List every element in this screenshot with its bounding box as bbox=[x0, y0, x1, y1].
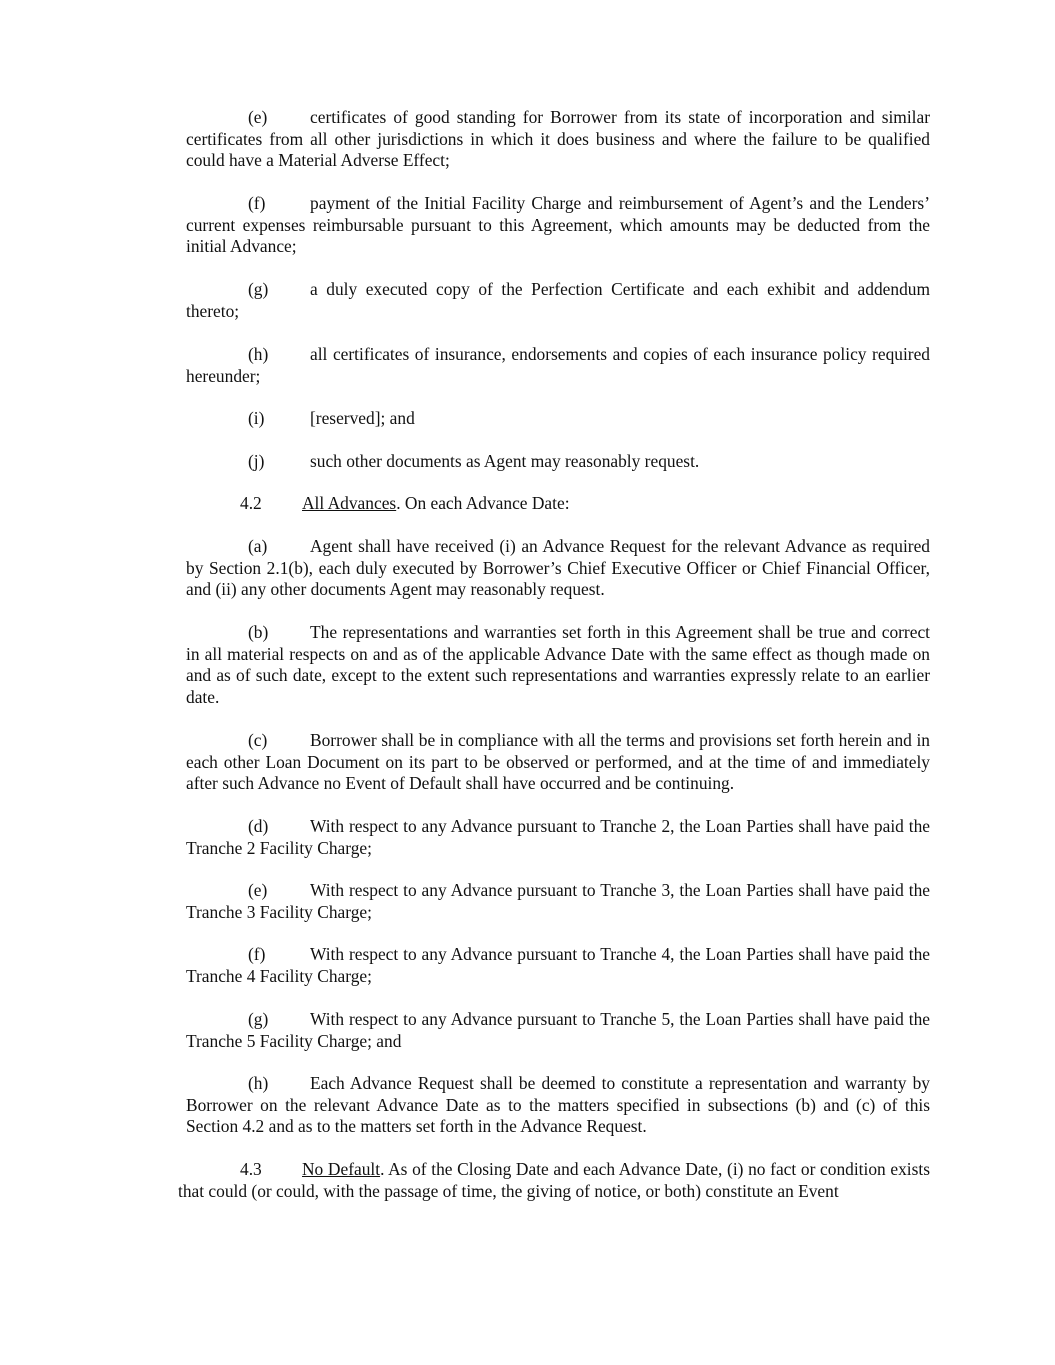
paragraph-c-compliance bbox=[186, 730, 930, 795]
paragraph-label: (c) bbox=[248, 730, 268, 750]
section-heading: All Advances bbox=[302, 493, 397, 513]
paragraph-g-tranche-5 bbox=[186, 1009, 930, 1052]
section-4-3-no-default bbox=[178, 1159, 930, 1202]
paragraph-text: The representations and warranties set forth in this Agreement shall be true and correct in all material respects on and as of the applicable Advance Date with the same effect as though made on and as of such date, except to the extent such representations and warranties expressly relate to an earlier date. bbox=[186, 622, 930, 707]
paragraph-label: (i) bbox=[248, 408, 265, 428]
paragraph-h-advance-request-warranty bbox=[186, 1073, 930, 1138]
paragraph-h-insurance bbox=[186, 344, 930, 387]
paragraph-label: (e) bbox=[248, 880, 268, 900]
paragraph-text: . As of the Closing Date and each Advance Date, (i) no fact or condition exists that could (or could, with the passage of time, the giving of notice, or both) constitute an Event bbox=[178, 1159, 930, 1201]
paragraph-text: Borrower shall be in compliance with all the terms and provisions set forth herein and in each other Loan Document on its part to be observed or performed, and at the time of and immediately after such Advance no Event of Default shall have occurred and be continuing. bbox=[186, 730, 930, 794]
paragraph-j-other-documents bbox=[186, 451, 930, 473]
paragraph-e-good-standing bbox=[186, 107, 930, 172]
paragraph-text: certificates of good standing for Borrower from its state of incorporation and similar certificates from all other jurisdictions in which it does business and where the failure to be qualified could have a Material Adverse Effect; bbox=[186, 107, 930, 171]
section-number: 4.3 bbox=[240, 1159, 262, 1179]
section-4-2-all-advances bbox=[178, 493, 930, 515]
paragraph-label: (g) bbox=[248, 279, 269, 299]
paragraph-i-reserved bbox=[186, 408, 930, 430]
paragraph-b-representations bbox=[186, 622, 930, 708]
paragraph-text: [reserved]; and bbox=[310, 408, 415, 428]
paragraph-label: (f) bbox=[248, 193, 266, 213]
paragraph-text: With respect to any Advance pursuant to Tranche 3, the Loan Parties shall have paid the Tranche 3 Facility Charge; bbox=[186, 880, 930, 922]
section-heading: No Default bbox=[302, 1159, 381, 1179]
paragraph-label: (f) bbox=[248, 944, 266, 964]
paragraph-label: (b) bbox=[248, 622, 269, 642]
section-number: 4.2 bbox=[240, 493, 262, 513]
paragraph-f-facility-charge bbox=[186, 193, 930, 258]
paragraph-d-tranche-2 bbox=[186, 816, 930, 859]
paragraph-label: (h) bbox=[248, 344, 269, 364]
paragraph-text: With respect to any Advance pursuant to Tranche 2, the Loan Parties shall have paid the Tranche 2 Facility Charge; bbox=[186, 816, 930, 858]
paragraph-text: such other documents as Agent may reasonably request. bbox=[310, 451, 700, 471]
paragraph-e-tranche-3 bbox=[186, 880, 930, 923]
paragraph-label: (j) bbox=[248, 451, 265, 471]
paragraph-g-perfection-certificate bbox=[186, 279, 930, 322]
paragraph-text: Agent shall have received (i) an Advance Request for the relevant Advance as required by Section 2.1(b), each duly executed by Borrower’s Chief Executive Officer or Chief Financial Officer, and (ii) any other documents Agent may reasonably request. bbox=[186, 536, 930, 600]
paragraph-label: (g) bbox=[248, 1009, 269, 1029]
paragraph-text: payment of the Initial Facility Charge and reimbursement of Agent’s and the Lenders’ current expenses reimbursable pursuant to this Agreement, which amounts may be deducted from the initial Advance; bbox=[186, 193, 930, 257]
paragraph-text: all certificates of insurance, endorsements and copies of each insurance policy required hereunder; bbox=[186, 344, 930, 386]
paragraph-a-advance-request bbox=[186, 536, 930, 601]
paragraph-label: (a) bbox=[248, 536, 268, 556]
paragraph-label: (d) bbox=[248, 816, 269, 836]
paragraph-label: (h) bbox=[248, 1073, 269, 1093]
paragraph-f-tranche-4 bbox=[186, 944, 930, 987]
paragraph-label: (e) bbox=[248, 107, 268, 127]
paragraph-text: With respect to any Advance pursuant to Tranche 5, the Loan Parties shall have paid the Tranche 5 Facility Charge; and bbox=[186, 1009, 930, 1051]
paragraph-text: With respect to any Advance pursuant to Tranche 4, the Loan Parties shall have paid the Tranche 4 Facility Charge; bbox=[186, 944, 930, 986]
paragraph-text: a duly executed copy of the Perfection Certificate and each exhibit and addendum thereto; bbox=[186, 279, 930, 321]
paragraph-text: Each Advance Request shall be deemed to constitute a representation and warranty by Borrower on the relevant Advance Date as to the matters specified in subsections (b) and (c) of this Section 4.2 and as to the matters set forth in the Advance Request. bbox=[186, 1073, 930, 1137]
paragraph-text: . On each Advance Date: bbox=[396, 493, 570, 513]
